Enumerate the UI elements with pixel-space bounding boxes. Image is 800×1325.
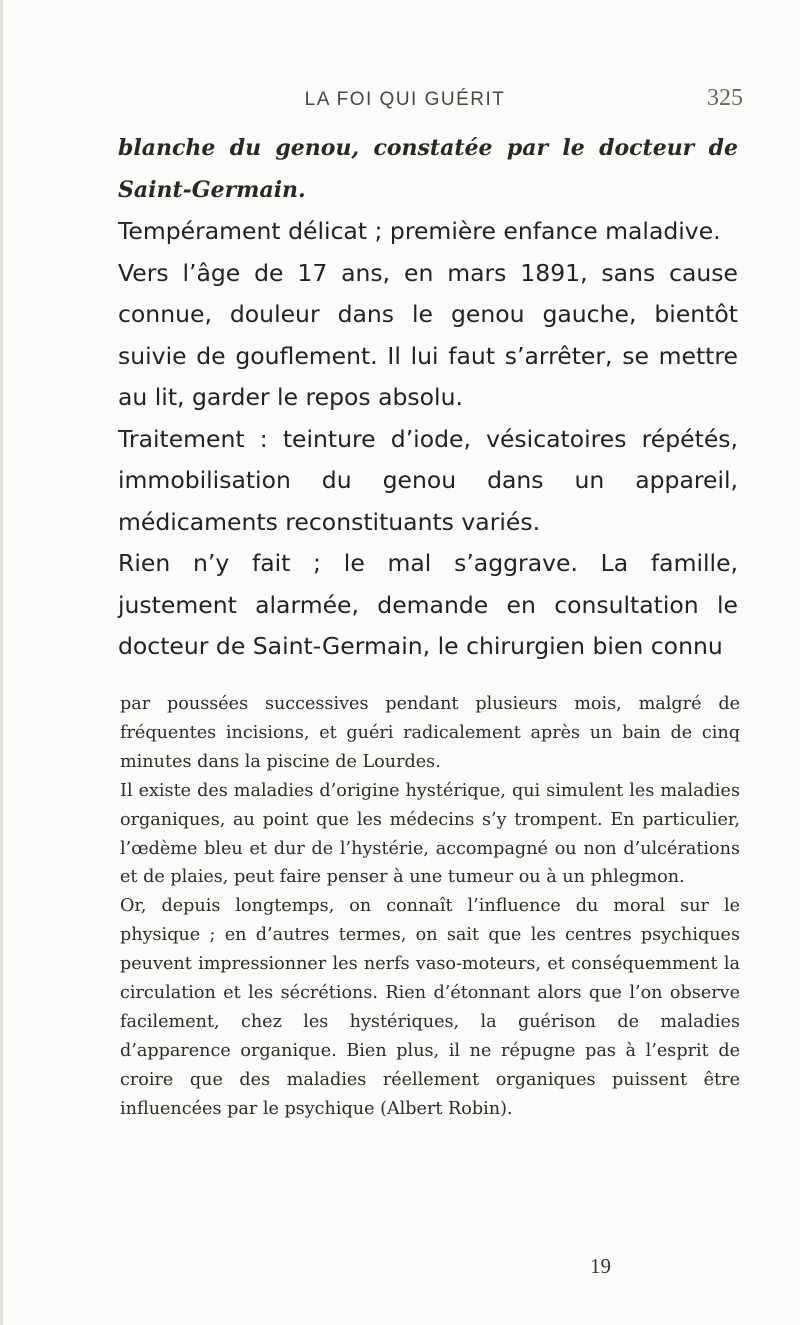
paragraph-case-title: blanche du genou, constatée par le docteur de Saint-Germain.: [118, 135, 738, 203]
paragraph-treatment: Traitement : teinture d’iode, vésicatoires répétés, immobilisation du genou dans un appareil, médicaments reconstituants variés.: [118, 424, 738, 536]
running-title: LA FOI QUI GUÉRIT: [304, 89, 506, 110]
footnote-paragraph-1: par poussées successives pendant plusieurs mois, malgré de fréquentes incisions, et guéri radicalement après un bain de cinq minutes dans la piscine de Lourdes.: [120, 694, 740, 772]
paragraph-onset: Vers l’âge de 17 ans, en mars 1891, sans cause connue, douleur dans le genou gauche, bientôt suivie de gouflement. Il lui faut s’arrêter, se mettre au lit, garder le repos absolu.: [118, 258, 738, 411]
paragraph-consultation: Rien n’y fait ; le mal s’aggrave. La famille, justement alarmée, demande en consultation le docteur de Saint-Germain, le chirurgien bien connu: [118, 549, 738, 660]
signature-mark: 19: [590, 1254, 611, 1278]
paragraph-temperament: Tempérament délicat ; première enfance maladive.: [118, 217, 721, 245]
page-edge: [0, 0, 3, 1325]
footnote-paragraph-2: Il existe des maladies d’origine hystérique, qui simulent les maladies organiques, au point que les médecins s’y trompent. En particulier, l’œdème bleu et dur de l’hystérie, accompagné ou non d’ulcérations et de plaies, peut faire penser à une tumeur ou à un phlegmon.: [120, 780, 740, 888]
main-text: [118, 128, 738, 668]
page-number: 325: [707, 85, 743, 111]
footnote: [120, 690, 740, 1124]
page-header: [0, 83, 800, 123]
footnote-paragraph-3: Or, depuis longtemps, on connaît l’influence du moral sur le physique ; en d’autres termes, on sait que les centres psychiques peuvent impressionner les nerfs vaso-moteurs, et conséquemment la circulation et les sécrétions. Rien d’étonnant alors que l’on observe facilement, chez les hystériques, la guérison de maladies d’apparence organique. Bien plus, il ne répugne pas à l’esprit de croire que des maladies réellement organiques puissent être influencées par le psychique (Albert Robin).: [120, 896, 740, 1119]
